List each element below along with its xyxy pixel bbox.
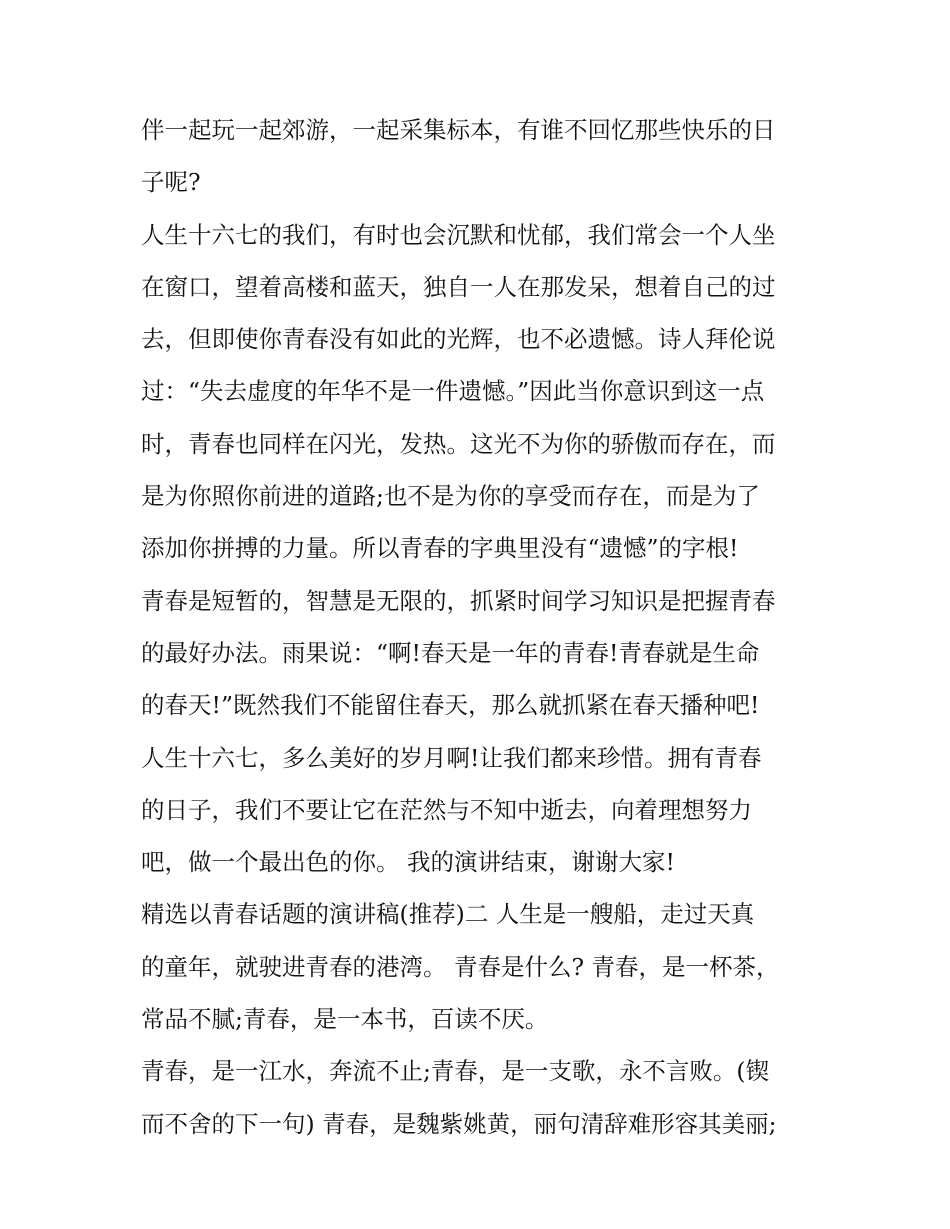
text-line: 人生十六七，多么美好的岁月啊!让我们都来珍惜。拥有青春	[141, 743, 762, 772]
text-line: 青春是短暂的，智慧是无限的，抓紧时间学习知识是把握青春	[141, 586, 776, 615]
text-line: 伴一起玩一起郊游，一起采集标本，有谁不回忆那些快乐的日	[141, 116, 776, 144]
text-line: 的日子，我们不要让它在茫然与不知中逝去，向着理想努力	[141, 795, 752, 824]
text-line: 添加你拼搏的力量。所以青春的字典里没有“遗憾”的字根!	[141, 534, 739, 563]
text-line: 常品不腻;青春，是一本书，百读不厌。	[141, 1005, 549, 1034]
text-line: 的最好办法。雨果说：“啊!春天是一年的青春!青春就是生命	[141, 638, 760, 667]
text-line: 去，但即使你青春没有如此的光辉，也不必遗憾。诗人拜伦说	[141, 325, 776, 354]
text-line: 的童年，就驶进青春的港湾。 青春是什么? 青春，是一杯茶，	[141, 952, 780, 981]
text-line: 的春天!”既然我们不能留住春天，那么就抓紧在春天播种吧!	[141, 691, 760, 720]
text-line: 过：“失去虚度的年华不是一件遗憾。”因此当你意识到这一点	[141, 377, 765, 406]
text-line: 子呢?	[141, 168, 201, 197]
text-line: 是为你照你前进的道路;也不是为你的享受而存在，而是为了	[141, 482, 760, 511]
body-text	[141, 104, 821, 1150]
text-line: 吧，做一个最出色的你。 我的演讲结束，谢谢大家!	[141, 848, 675, 877]
text-line: 而不舍的下一句) 青春，是魏紫姚黄，丽句清辞难形容其美丽;	[141, 1109, 777, 1138]
text-line: 人生十六七的我们，有时也会沉默和忧郁，我们常会一个人坐	[141, 220, 776, 249]
text-line: 精选以青春话题的演讲稿(推荐)二 人生是一艘船，走过天真	[141, 900, 755, 929]
text-line: 在窗口，望着高楼和蓝天，独自一人在那发呆，想着自己的过	[141, 272, 776, 301]
text-line: 时，青春也同样在闪光，发热。这光不为你的骄傲而存在，而	[141, 429, 776, 458]
text-line: 青春，是一江水，奔流不止;青春，是一支歌，永不言败。(锲	[141, 1057, 770, 1086]
